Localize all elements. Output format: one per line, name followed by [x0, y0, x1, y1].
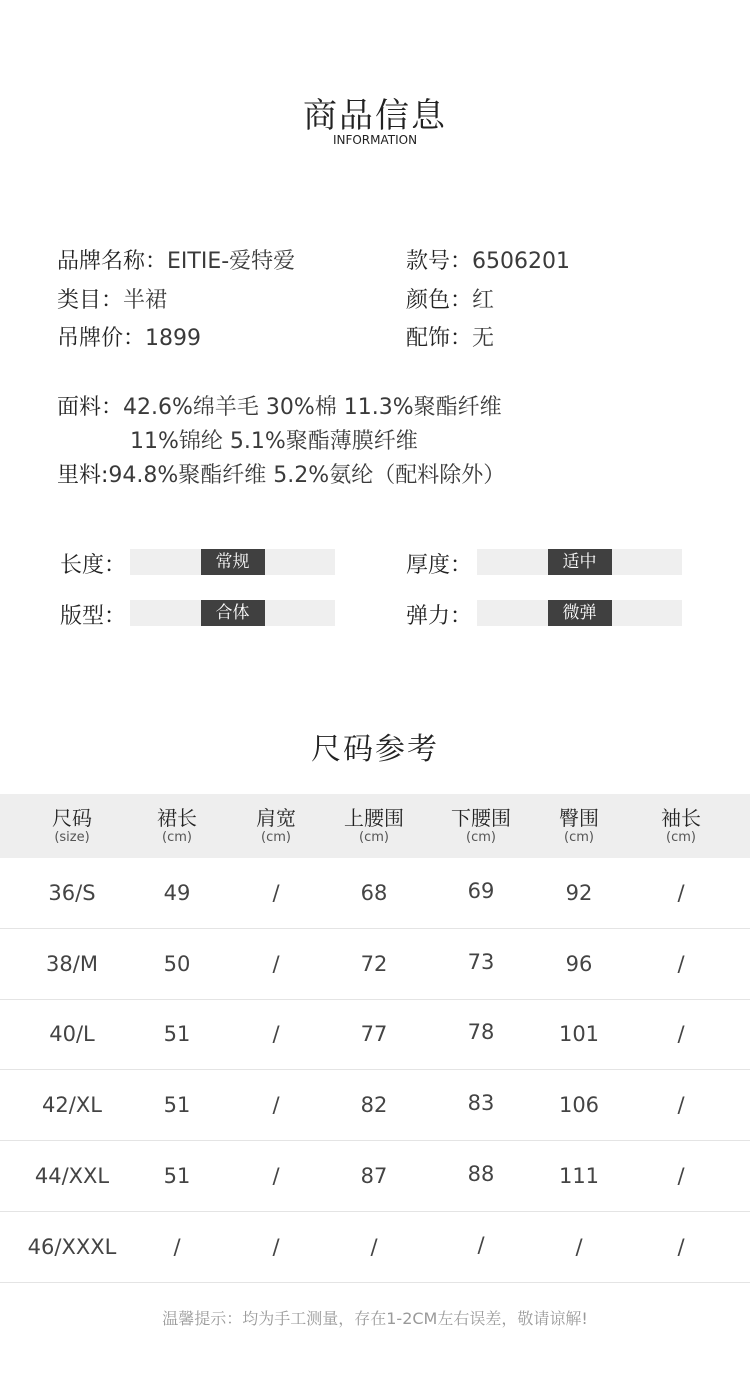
- tag-price-value: 1899: [145, 326, 202, 351]
- table-cell: /: [575, 1234, 583, 1259]
- table-cell: 69: [467, 879, 495, 903]
- color-line: [406, 283, 494, 314]
- table-cell: 36/S: [48, 881, 96, 905]
- column-unit: (cm): [261, 830, 291, 845]
- table-cell: /: [477, 1232, 485, 1257]
- fabric-line-1: [57, 390, 502, 421]
- table-cell: /: [272, 1093, 280, 1118]
- column-name: 裙长: [157, 806, 197, 830]
- lining-label: 里料:: [57, 463, 109, 488]
- table-cell: /: [272, 881, 280, 905]
- thickness-label: 厚度：: [406, 553, 473, 578]
- style-no-value: 6506201: [472, 249, 570, 274]
- column-header: [127, 794, 227, 858]
- thickness-scale: [477, 549, 682, 575]
- column-unit: (cm): [162, 830, 192, 845]
- table-cell: 92: [565, 881, 593, 905]
- table-cell: 83: [467, 1091, 495, 1116]
- table-cell: 51: [163, 1022, 191, 1047]
- brand-line: [57, 244, 295, 275]
- length-indicator: 常规: [201, 549, 265, 575]
- fabric-composition-1: 42.6%绵羊毛 30%棉 11.3%聚酯纤维: [123, 395, 502, 420]
- column-unit: (size): [54, 830, 90, 845]
- measurement-note: 温馨提示：均为手工测量，存在1-2CM左右误差，敬请谅解!: [162, 1309, 588, 1328]
- column-header: [226, 794, 326, 858]
- elasticity-indicator: 微弹: [548, 600, 612, 626]
- brand-label: 品牌名称：: [57, 249, 168, 274]
- table-cell: 38/M: [46, 951, 98, 976]
- table-cell: 50: [163, 951, 191, 976]
- fit-scale: [130, 600, 335, 626]
- fit-label: 版型：: [60, 604, 127, 629]
- table-row: [0, 1141, 750, 1212]
- column-header: [529, 794, 629, 858]
- column-name: 下腰围: [451, 806, 511, 830]
- table-cell: 77: [360, 1022, 388, 1047]
- table-row: [0, 1212, 750, 1283]
- accessory-line: [406, 321, 494, 352]
- table-cell: /: [677, 951, 685, 976]
- thickness-indicator: 适中: [548, 549, 612, 575]
- size-section-title: 尺码参考: [311, 732, 439, 767]
- table-cell: 87: [360, 1163, 388, 1188]
- column-name: 袖长: [661, 806, 701, 830]
- column-unit: (cm): [359, 830, 389, 845]
- column-name: 尺码: [52, 806, 92, 830]
- table-cell: 106: [558, 1093, 600, 1118]
- table-cell: /: [272, 951, 280, 976]
- table-cell: 42/XL: [42, 1093, 102, 1118]
- table-cell: 51: [163, 1093, 191, 1118]
- table-row: [0, 858, 750, 929]
- table-cell: 51: [163, 1163, 191, 1188]
- length-scale: [130, 549, 335, 575]
- table-cell: 68: [360, 881, 388, 905]
- column-unit: (cm): [466, 830, 496, 845]
- elasticity-label: 弹力：: [406, 604, 473, 629]
- column-header: [631, 794, 731, 858]
- accessory-value: 无: [472, 326, 495, 351]
- table-cell: 72: [360, 951, 388, 976]
- accessory-label: 配饰：: [406, 326, 473, 351]
- fit-indicator: 合体: [201, 600, 265, 626]
- category-value: 半裙: [123, 288, 168, 313]
- column-name: 上腰围: [344, 806, 404, 830]
- tag-price-label: 吊牌价：: [57, 326, 146, 351]
- table-cell: 82: [360, 1093, 388, 1118]
- color-value: 红: [472, 288, 495, 313]
- size-table-header: [0, 794, 750, 858]
- column-header: [431, 794, 531, 858]
- table-cell: /: [370, 1234, 378, 1259]
- fabric-label: 面料：: [57, 395, 124, 420]
- page-subtitle: INFORMATION: [332, 133, 418, 147]
- table-cell: 49: [163, 881, 191, 905]
- table-cell: /: [677, 881, 685, 905]
- table-cell: 73: [467, 949, 495, 974]
- column-unit: (cm): [564, 830, 594, 845]
- table-cell: /: [173, 1234, 181, 1259]
- table-cell: 40/L: [49, 1022, 95, 1047]
- table-cell: 101: [558, 1022, 600, 1047]
- fabric-composition-2: 11%锦纶 5.1%聚酯薄膜纤维: [130, 429, 418, 454]
- table-cell: 96: [565, 951, 593, 976]
- table-cell: 78: [467, 1020, 495, 1045]
- column-name: 肩宽: [256, 806, 296, 830]
- table-row: [0, 1070, 750, 1141]
- table-cell: 88: [467, 1161, 495, 1186]
- column-header: [22, 794, 122, 858]
- brand-value: EITIE-爱特爱: [167, 249, 296, 274]
- elasticity-scale: [477, 600, 682, 626]
- column-header: [324, 794, 424, 858]
- table-row: [0, 929, 750, 1000]
- category-label: 类目：: [57, 288, 124, 313]
- page-title: 商品信息: [303, 96, 447, 136]
- style-no-line: [406, 244, 570, 275]
- column-unit: (cm): [666, 830, 696, 845]
- style-no-label: 款号：: [406, 249, 473, 274]
- table-cell: /: [272, 1022, 280, 1047]
- table-cell: 111: [558, 1163, 600, 1188]
- table-cell: /: [677, 1093, 685, 1118]
- table-cell: /: [677, 1022, 685, 1047]
- table-cell: /: [272, 1163, 280, 1188]
- table-row: [0, 999, 750, 1070]
- table-cell: /: [272, 1234, 280, 1259]
- color-label: 颜色：: [406, 288, 473, 313]
- table-cell: 46/XXXL: [27, 1234, 117, 1259]
- category-line: [57, 283, 167, 314]
- tag-price-line: [57, 321, 201, 352]
- column-name: 臀围: [559, 806, 599, 830]
- length-label: 长度：: [60, 553, 127, 578]
- table-cell: /: [677, 1163, 685, 1188]
- table-cell: /: [677, 1234, 685, 1259]
- lining-line: [57, 458, 505, 489]
- lining-value: 94.8%聚酯纤维 5.2%氨纶（配料除外）: [108, 463, 506, 488]
- table-cell: 44/XXL: [34, 1163, 110, 1188]
